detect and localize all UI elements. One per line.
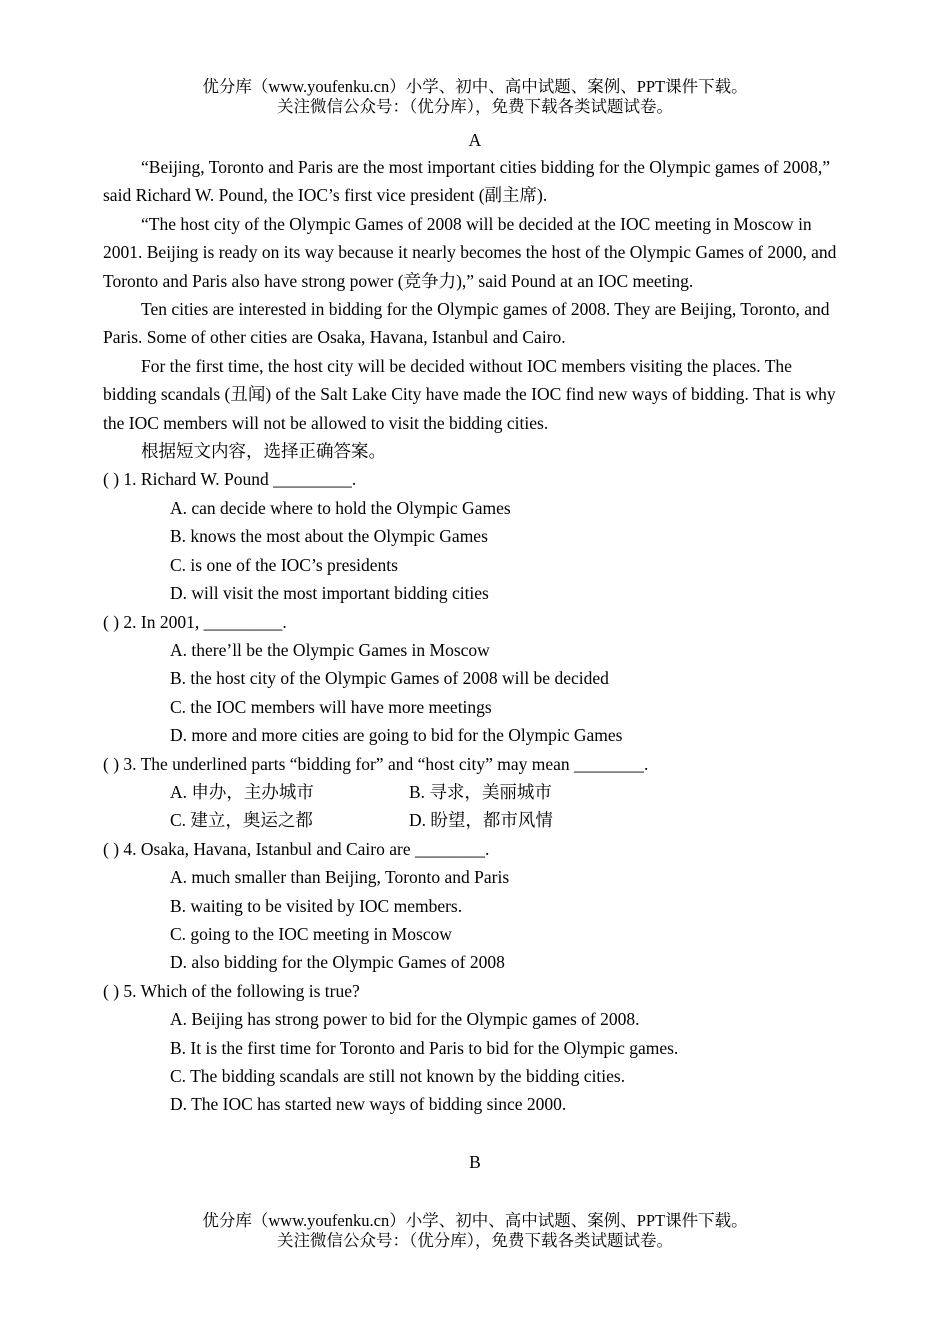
section-b-title: B xyxy=(469,1152,481,1172)
option-a: A. can decide where to hold the Olympic Games xyxy=(170,497,511,518)
page-footer xyxy=(0,1211,950,1251)
question-stem: ( ) 4. Osaka, Havana, Istanbul and Cairo are ________. xyxy=(103,838,490,859)
question-2 xyxy=(103,608,848,750)
passage-paragraph: For the first time, the host city will be decided without IOC members visiting the places. The bidding scandals (丑闻) of the Salt Lake City have made the IOC find new ways of bidding. That is why the IOC members will not be allowed to visit the bidding cities. xyxy=(103,355,836,433)
option-c: C. is one of the IOC’s presidents xyxy=(170,554,398,575)
header-line-1: 优分库（www.youfenku.cn）小学、初中、高中试题、案例、PPT课件下载。 xyxy=(202,77,748,96)
passage-paragraph: “Beijing, Toronto and Paris are the most important cities bidding for the Olympic games of 2008,” said Richard W. Pound, the IOC’s first vice president (副主席). xyxy=(103,157,831,206)
option-d: D. 盼望，都市风情 xyxy=(409,810,553,831)
question-3 xyxy=(103,750,848,835)
option-a: A. Beijing has strong power to bid for the Olympic games of 2008. xyxy=(170,1009,640,1030)
option-d: D. The IOC has started new ways of bidding since 2000. xyxy=(170,1094,567,1115)
instruction: 根据短文内容，选择正确答案。 xyxy=(141,441,386,462)
option-c: C. going to the IOC meeting in Moscow xyxy=(170,923,452,944)
section-a-title: A xyxy=(468,130,482,150)
footer-line-2: 关注微信公众号：（优分库），免费下载各类试题试卷。 xyxy=(277,1231,673,1250)
option-c: C. 建立，奥运之都 xyxy=(170,810,313,831)
question-stem: ( ) 2. In 2001, _________. xyxy=(103,611,287,632)
option-row xyxy=(103,806,848,834)
document-body xyxy=(103,153,848,1119)
question-4 xyxy=(103,835,848,977)
passage-paragraph: “The host city of the Olympic Games of 2008 will be decided at the IOC meeting in Moscow in 2001. Beijing is ready on its way because it nearly becomes the host of the Olympic Games of 2000, and Toronto and Paris also have strong power (竞争力),” said Pound at an IOC meeting. xyxy=(103,213,837,291)
footer-line-1: 优分库（www.youfenku.cn）小学、初中、高中试题、案例、PPT课件下载。 xyxy=(202,1211,748,1230)
option-d: D. more and more cities are going to bid for the Olympic Games xyxy=(170,725,623,746)
option-a: A. much smaller than Beijing, Toronto and Paris xyxy=(170,867,510,888)
question-1 xyxy=(103,465,848,607)
option-b: B. the host city of the Olympic Games of 2008 will be decided xyxy=(170,668,609,689)
page-header xyxy=(0,77,950,117)
option-b: B. It is the first time for Toronto and Paris to bid for the Olympic games. xyxy=(170,1037,679,1058)
option-c: C. The bidding scandals are still not known by the bidding cities. xyxy=(170,1066,626,1086)
question-stem: ( ) 5. Which of the following is true? xyxy=(103,980,360,1001)
passage-paragraph: Ten cities are interested in bidding for the Olympic games of 2008. They are Beijing, Toronto, and Paris. Some of other cities are Osaka, Havana, Istanbul and Cairo. xyxy=(103,299,830,348)
question-5 xyxy=(103,977,848,1119)
option-a: A. there’ll be the Olympic Games in Moscow xyxy=(170,639,490,660)
option-c: C. the IOC members will have more meetings xyxy=(170,696,492,717)
header-line-2: 关注微信公众号：（优分库），免费下载各类试题试卷。 xyxy=(277,97,673,116)
question-stem: ( ) 3. The underlined parts “bidding for” and “host city” may mean ________. xyxy=(103,753,649,774)
option-row xyxy=(103,778,848,806)
option-a: A. 申办，主办城市 xyxy=(170,781,314,802)
option-b: B. waiting to be visited by IOC members. xyxy=(170,895,463,916)
option-d: D. also bidding for the Olympic Games of 2008 xyxy=(170,952,505,973)
option-b: B. 寻求，美丽城市 xyxy=(409,781,552,802)
option-d: D. will visit the most important bidding cities xyxy=(170,583,489,604)
question-stem: ( ) 1. Richard W. Pound _________. xyxy=(103,469,357,490)
option-b: B. knows the most about the Olympic Games xyxy=(170,526,488,547)
